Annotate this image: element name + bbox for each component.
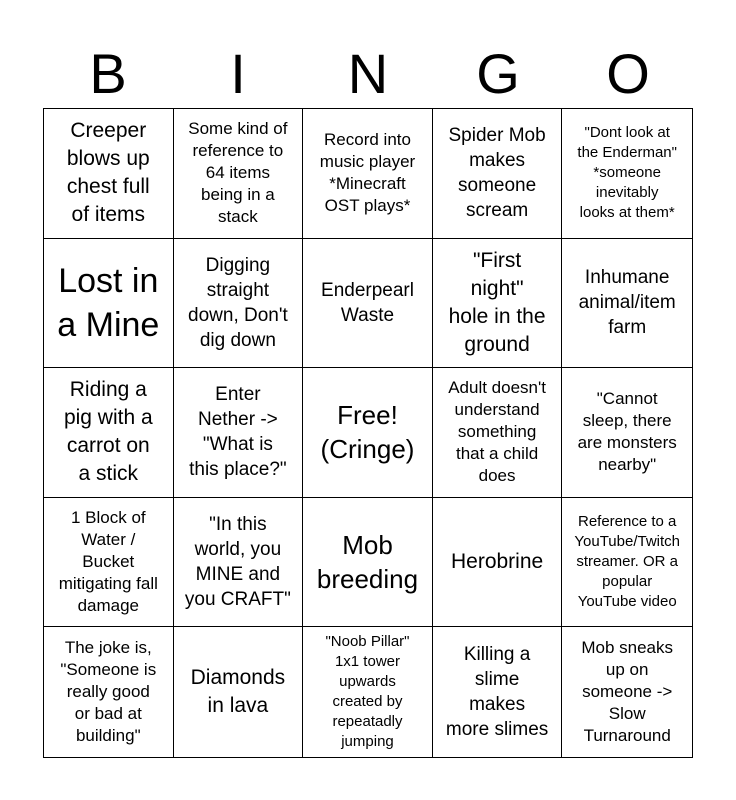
bingo-cell-r2-c5[interactable] — [562, 239, 692, 369]
bingo-cell-r5-c3[interactable] — [303, 627, 433, 757]
bingo-cell-text: 1 Block of Water / Bucket mitigating fall damage — [58, 508, 158, 616]
bingo-header — [43, 40, 693, 108]
bingo-cell-text: The joke is, "Someone is really good or bad at building" — [60, 638, 157, 746]
bingo-cell-text: Mob sneaks up on someone -> Slow Turnaround — [581, 638, 674, 746]
bingo-cell-r1-c2[interactable] — [174, 109, 304, 239]
bingo-cell-r3-c3[interactable] — [303, 368, 433, 498]
bingo-cell-r3-c2[interactable] — [174, 368, 304, 498]
bingo-cell-r3-c4[interactable] — [433, 368, 563, 498]
bingo-cell-text: Killing a slime makes more slimes — [445, 644, 549, 741]
bingo-cell-r2-c2[interactable] — [174, 239, 304, 369]
bingo-cell-r4-c1[interactable] — [44, 498, 174, 628]
bingo-cell-r5-c4[interactable] — [433, 627, 563, 757]
bingo-cell-text: "Dont look at the Enderman" *someone inevitably looks at them* — [577, 124, 677, 222]
bingo-cell-r3-c5[interactable] — [562, 368, 692, 498]
bingo-cell-r3-c1[interactable] — [44, 368, 174, 498]
bingo-cell-text: "In this world, you MINE and you CRAFT" — [184, 514, 291, 611]
bingo-cell-text: Enderpearl Waste — [321, 279, 414, 326]
bingo-cell-r4-c3[interactable] — [303, 498, 433, 628]
bingo-cell-text: Free! (Cringe) — [320, 400, 415, 465]
header-letter-i: I — [230, 42, 246, 105]
bingo-cell-text: Inhumane animal/item farm — [578, 267, 676, 339]
bingo-cell-text: Enter Nether -> "What is this place?" — [189, 384, 287, 481]
bingo-cell-r5-c2[interactable] — [174, 627, 304, 757]
bingo-cell-r1-c3[interactable] — [303, 109, 433, 239]
bingo-cell-r1-c4[interactable] — [433, 109, 563, 239]
bingo-cell-text: Riding a pig with a carrot on a stick — [63, 378, 153, 486]
bingo-cell-text: Record into music player *Minecraft OST plays* — [319, 130, 416, 216]
bingo-cell-text: Lost in a Mine — [57, 261, 160, 344]
bingo-cell-r1-c1[interactable] — [44, 109, 174, 239]
bingo-cell-text: "First night" hole in the ground — [448, 248, 546, 356]
bingo-cell-text: Digging straight down, Don't dig down — [188, 254, 288, 351]
bingo-cell-r5-c5[interactable] — [562, 627, 692, 757]
bingo-cell-r2-c1[interactable] — [44, 239, 174, 369]
bingo-cell-r4-c5[interactable] — [562, 498, 692, 628]
bingo-board — [43, 108, 693, 758]
bingo-cell-text: Creeper blows up chest full of items — [66, 119, 150, 227]
header-letter-o: O — [606, 42, 650, 105]
bingo-cell-text: Reference to a YouTube/Twitch streamer. OR a popular YouTube video — [574, 513, 680, 611]
bingo-cell-r4-c4[interactable] — [433, 498, 563, 628]
bingo-cell-r4-c2[interactable] — [174, 498, 304, 628]
bingo-cell-text: Spider Mob makes someone scream — [448, 125, 546, 222]
bingo-cell-text: Adult doesn't understand something that a child does — [448, 378, 546, 486]
header-letter-b: B — [89, 42, 127, 105]
bingo-cell-text: Diamonds in lava — [190, 666, 286, 718]
bingo-cell-r5-c1[interactable] — [44, 627, 174, 757]
bingo-cell-r1-c5[interactable] — [562, 109, 692, 239]
bingo-cell-text: Mob breeding — [316, 530, 419, 595]
bingo-cell-text: "Cannot sleep, there are monsters nearby" — [577, 389, 677, 475]
bingo-cell-text: "Noob Pillar" 1x1 tower upwards created by repeatadly jumping — [325, 633, 410, 751]
bingo-cell-r2-c4[interactable] — [433, 239, 563, 369]
header-letter-n: N — [347, 42, 389, 105]
header-letter-g: G — [476, 42, 520, 105]
bingo-cell-text: Some kind of reference to 64 items being in a stack — [188, 119, 288, 227]
bingo-cell-text: Herobrine — [450, 550, 544, 574]
bingo-cell-r2-c3[interactable] — [303, 239, 433, 369]
